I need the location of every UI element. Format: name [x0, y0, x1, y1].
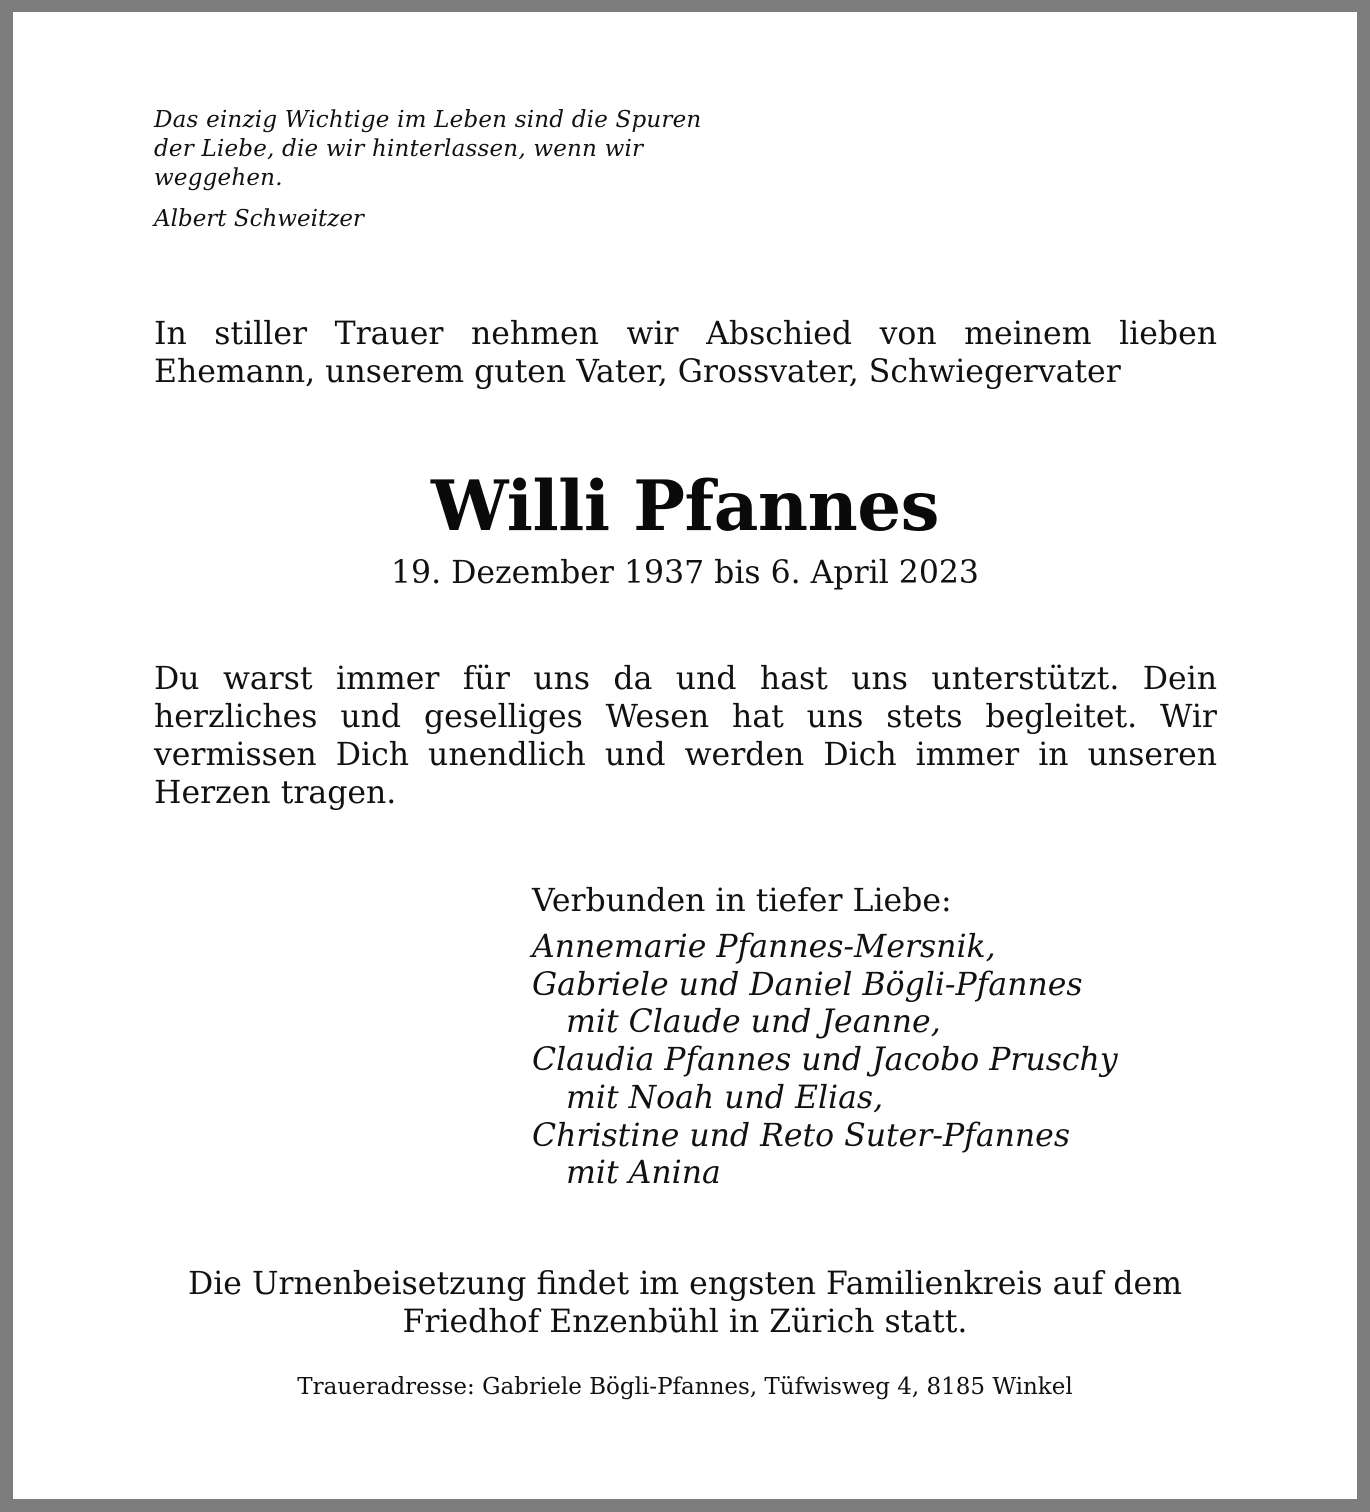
deceased-name: Willi Pfannes [430, 466, 939, 547]
burial-notice [13, 1265, 1357, 1341]
family-heading: Verbunden in tiefer Liebe: [532, 883, 952, 919]
intro-line: In stiller Trauer nehmen wir Abschied von meinem lieben [154, 316, 1217, 352]
family-member-children: mit Anina [566, 1155, 721, 1192]
quote-line: Das einzig Wichtige im Leben sind die Spuren [154, 107, 702, 133]
family-member: Claudia Pfannes und Jacobo Pruschy [532, 1042, 1118, 1079]
tribute-text [154, 660, 1217, 812]
tribute-line: vermissen Dich unendlich und werden Dich immer in unseren [154, 737, 1217, 773]
burial-line: Friedhof Enzenbühl in Zürich statt. [402, 1304, 968, 1340]
intro-line: Ehemann, unserem guten Vater, Grossvater, Schwiegervater [154, 354, 1121, 390]
mourning-address: Traueradresse: Gabriele Bögli-Pfannes, Tüfwisweg 4, 8185 Winkel [297, 1374, 1073, 1400]
quote-line: der Liebe, die wir hinterlassen, wenn wir [154, 136, 644, 162]
obituary-page [13, 12, 1357, 1499]
quote-line: weggehen. [154, 165, 283, 191]
burial-line: Die Urnenbeisetzung findet im engsten Familienkreis auf dem [187, 1266, 1183, 1302]
quote-author: Albert Schweitzer [154, 206, 364, 232]
family-member: Gabriele und Daniel Bögli-Pfannes [532, 966, 1083, 1003]
family-member: Annemarie Pfannes-Mersnik, [532, 929, 996, 965]
family-member-children: mit Noah und Elias, [566, 1079, 884, 1116]
tribute-line: Herzen tragen. [154, 775, 397, 811]
tribute-line: Du warst immer für uns da und hast uns unterstützt. Dein [154, 661, 1217, 697]
quote [154, 106, 754, 193]
tribute-line: herzliches und geselliges Wesen hat uns stets begleitet. Wir [154, 699, 1217, 735]
family-list [532, 929, 1118, 1193]
family-member: Christine und Reto Suter-Pfannes [532, 1117, 1070, 1154]
intro-text [154, 315, 1217, 391]
life-dates: 19. Dezember 1937 bis 6. April 2023 [391, 555, 979, 591]
family-member-children: mit Claude und Jeanne, [566, 1004, 941, 1041]
